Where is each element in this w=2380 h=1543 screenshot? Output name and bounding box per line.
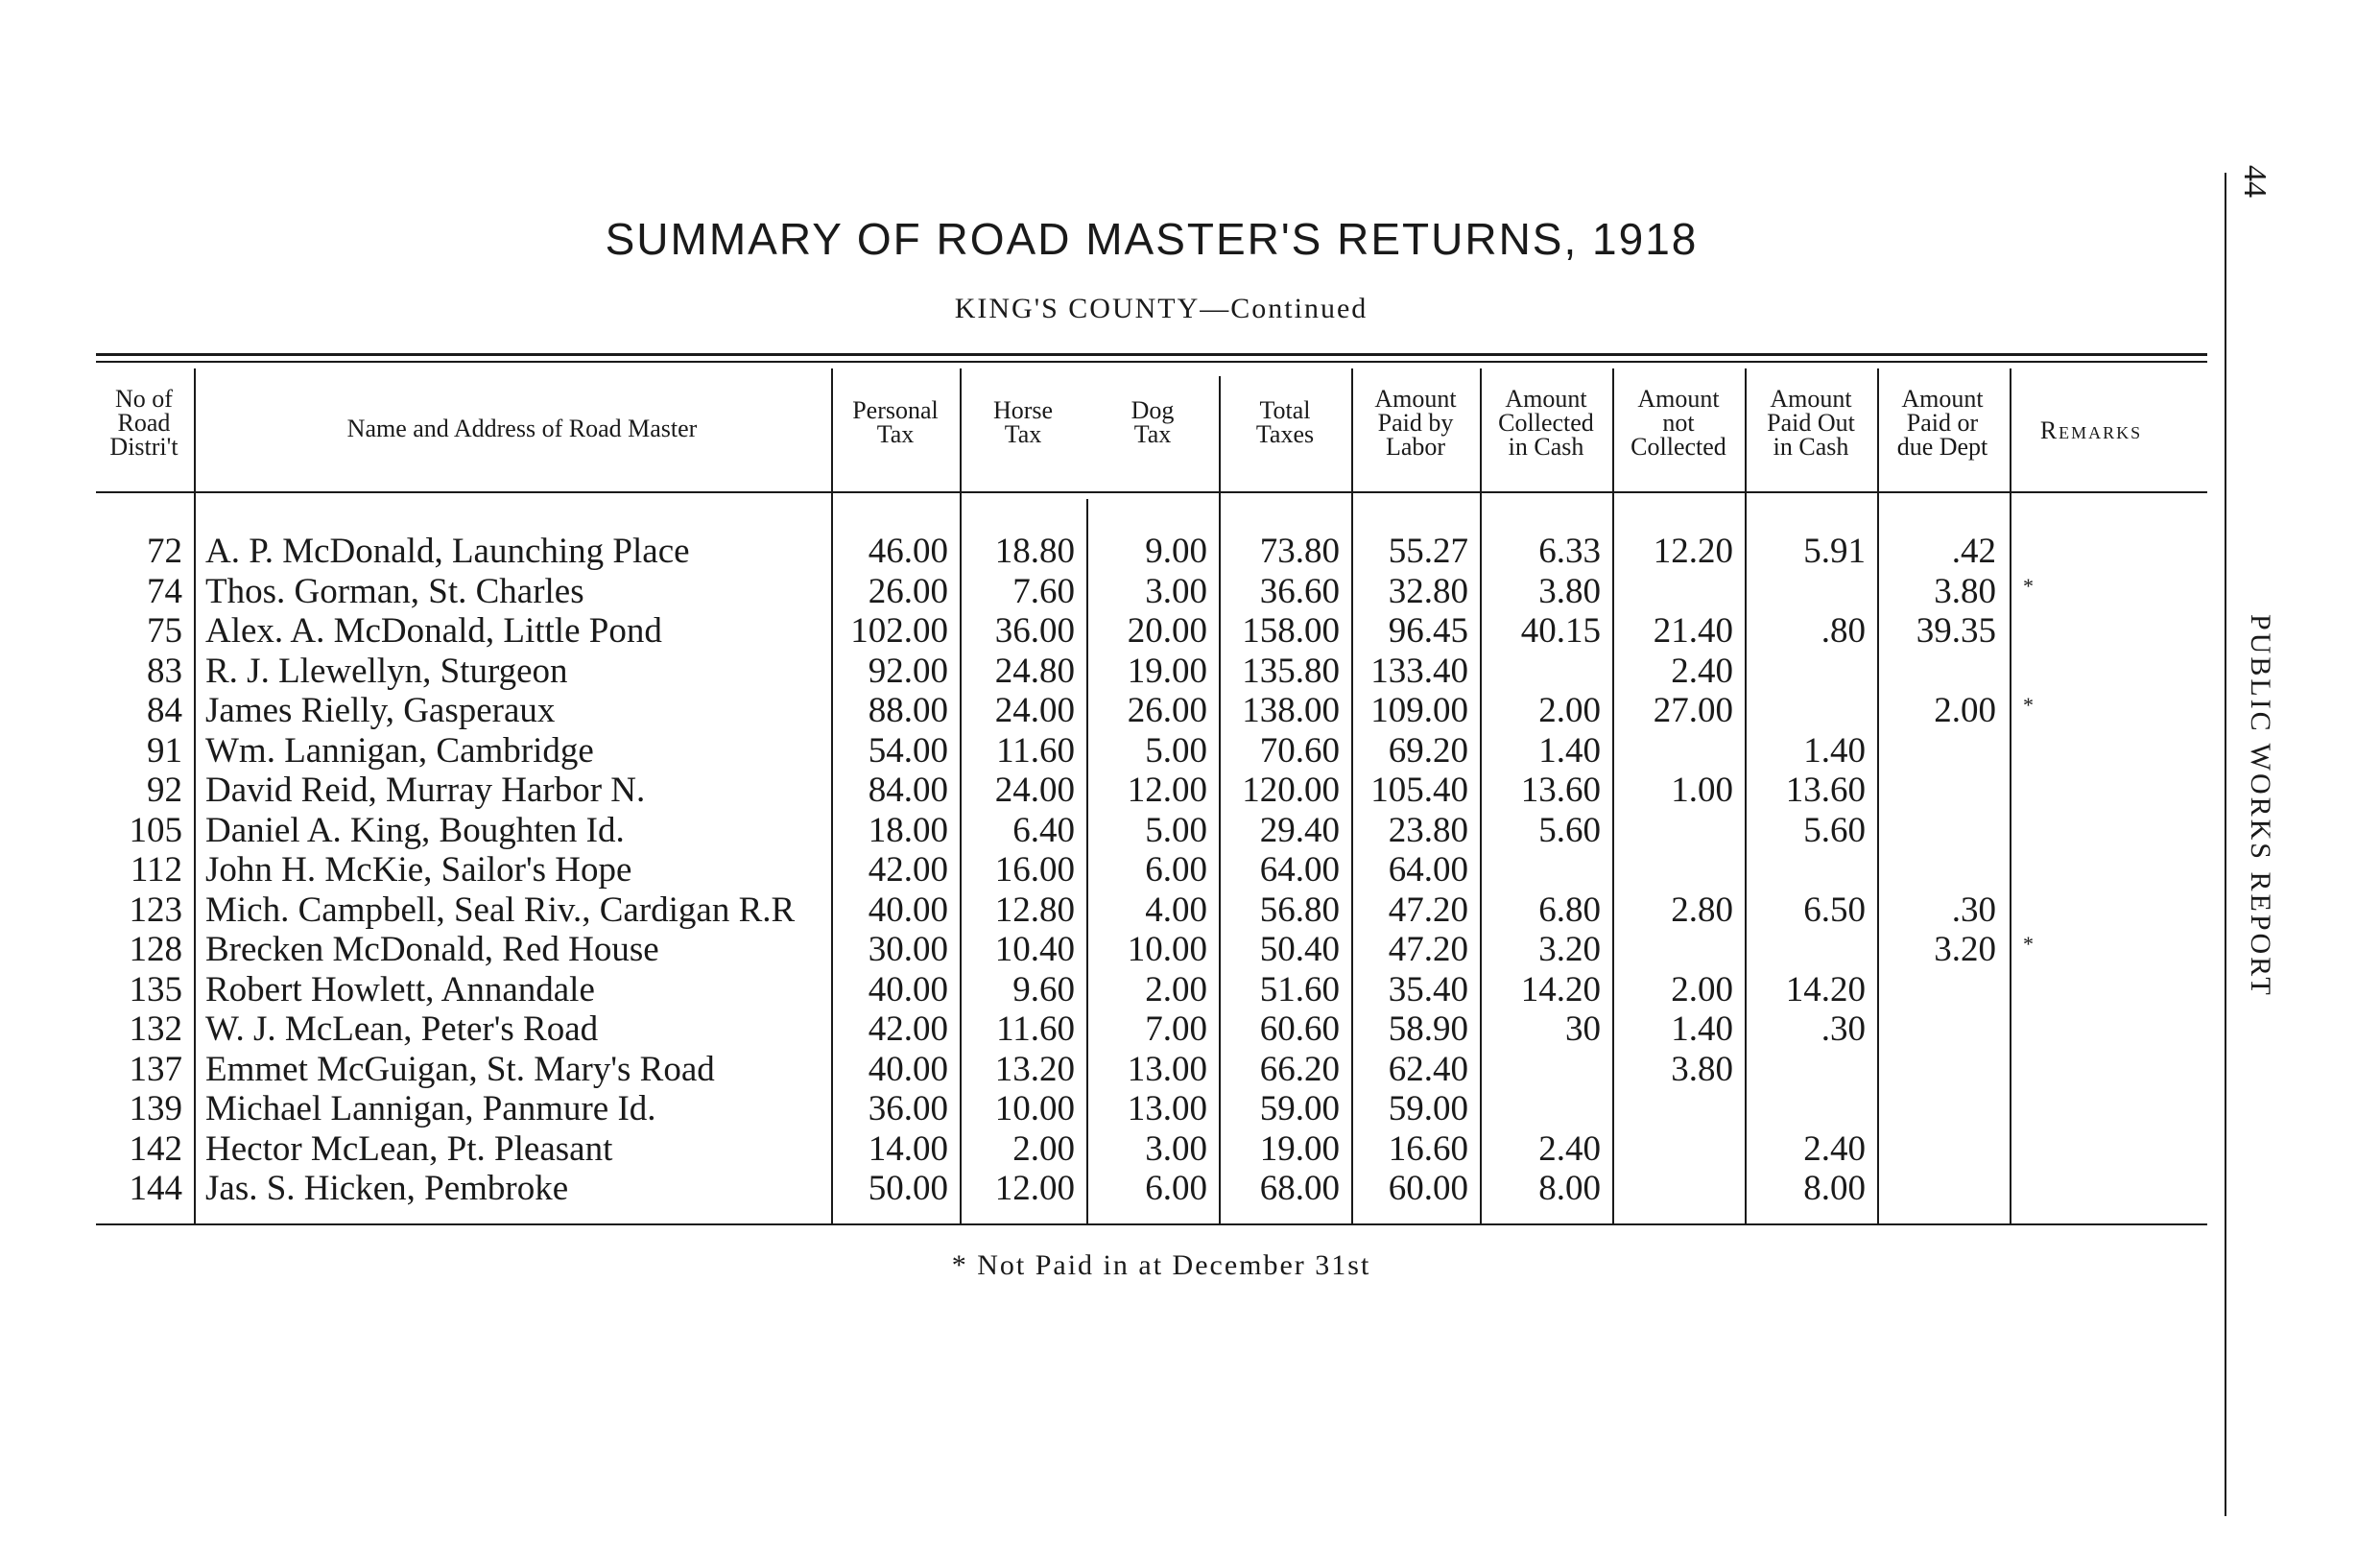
cell-labor: 64.00 [1388,850,1468,890]
cell-dog: 9.00 [1145,532,1207,571]
cell-total: 138.00 [1242,691,1340,730]
cell-due-dept: .42 [1951,532,1996,571]
cell-district: 137 [129,1049,182,1089]
cell-total: 158.00 [1242,611,1340,651]
cell-not-collected [1614,731,1733,772]
cell-not-collected [1614,850,1733,890]
column-header-line: Amount [1505,385,1587,413]
cell-cash: 6.33 [1538,532,1601,571]
column-header-district [96,387,192,459]
cell-personal: 36.00 [868,1089,948,1128]
cell-due-dept: 2.00 [1934,691,1996,730]
cell-horse: 11.60 [996,730,1075,771]
cell-labor: 59.00 [1388,1089,1468,1128]
cell-paid-out [1747,1050,1866,1090]
cell-paid-out: .30 [1821,1009,1866,1049]
cell-horse: 12.80 [994,890,1075,930]
cell-due-dept: 3.20 [1934,930,1996,969]
column-header-line: Paid by [1377,409,1454,437]
cell-cash [1482,1050,1601,1090]
column-header-total [1221,398,1349,446]
cell-labor: 47.20 [1388,930,1468,969]
column-header-line: in Cash [1508,433,1584,461]
cell-district: 83 [147,651,182,691]
cell-name: Hector McLean, Pt. Pleasant [205,1128,613,1169]
column-header-line: due Dept [1896,433,1988,461]
cell-due-dept: .30 [1951,890,1996,930]
cell-personal: 92.00 [868,651,948,691]
cell-paid-out: .80 [1821,611,1866,651]
cell-personal: 40.00 [868,969,948,1009]
cell-personal: 42.00 [868,850,948,890]
cell-total: 70.60 [1259,730,1340,771]
cell-personal: 84.00 [868,771,948,810]
page-edge-rule [2225,173,2226,1516]
cell-not-collected: 12.20 [1653,532,1733,571]
cell-cash: 8.00 [1538,1169,1601,1208]
cell-total: 51.60 [1259,969,1340,1009]
cell-name: A. P. McDonald, Launching Place [205,532,690,571]
cell-labor: 105.40 [1370,771,1468,810]
cell-dog: 6.00 [1145,850,1207,890]
remarks-header: Remarks [2039,416,2143,444]
page-number: 44 [2237,165,2273,198]
cell-personal: 14.00 [868,1128,948,1169]
cell-not-collected: 2.40 [1671,651,1733,691]
cell-district: 84 [147,691,182,730]
table-top-rule-inner [96,361,2207,363]
cell-name: Jas. S. Hicken, Pembroke [205,1169,569,1208]
cell-cash: 2.40 [1538,1128,1601,1169]
cell-total: 50.40 [1259,930,1340,969]
cell-dog: 3.00 [1145,571,1207,611]
cell-dog: 6.00 [1145,1169,1207,1208]
cell-horse: 18.80 [994,532,1075,571]
cell-district: 105 [129,810,182,850]
cell-horse: 10.00 [994,1089,1075,1128]
cell-due-dept [1879,1169,1996,1209]
cell-horse: 9.60 [1012,969,1075,1009]
cell-total: 135.80 [1242,651,1340,691]
column-header-line: not [1662,409,1695,437]
cell-cash: 2.00 [1538,691,1601,730]
cell-personal: 18.00 [868,810,948,850]
cell-name: Alex. A. McDonald, Little Pond [205,611,662,651]
cell-labor: 133.40 [1370,651,1468,691]
cell-total: 59.00 [1259,1089,1340,1128]
cell-district: 135 [129,969,182,1009]
cell-district: 142 [129,1128,182,1169]
cell-horse: 24.00 [994,771,1075,810]
cell-dog: 26.00 [1127,691,1207,730]
cell-dog: 4.00 [1145,890,1207,930]
cell-dog: 5.00 [1145,810,1207,850]
column-header-line: Road [117,409,171,437]
cell-not-collected [1614,1089,1733,1129]
cell-personal: 102.00 [850,611,948,651]
cell-due-dept [1879,652,1996,692]
cell-personal: 30.00 [868,930,948,969]
cell-paid-out [1747,1089,1866,1129]
cell-total: 120.00 [1242,771,1340,810]
cell-horse: 10.40 [994,930,1075,969]
cell-due-dept [1879,1050,1996,1090]
cell-due-dept [1879,1129,1996,1170]
cell-total: 56.80 [1259,890,1340,930]
cell-district: 144 [129,1169,182,1208]
cell-district: 75 [147,611,182,651]
column-header-line: Tax [1133,420,1172,448]
cell-not-collected: 1.40 [1671,1009,1733,1049]
cell-district: 91 [147,730,182,771]
cell-not-collected [1614,1169,1733,1209]
cell-labor: 55.27 [1388,532,1468,571]
cell-not-collected: 21.40 [1653,611,1733,651]
cell-paid-out: 1.40 [1803,730,1866,771]
column-header-line: Horse [992,396,1054,424]
cell-district: 123 [129,890,182,930]
cell-not-collected: 27.00 [1653,691,1733,730]
column-header-due-dept [1879,387,2006,459]
cell-personal: 54.00 [868,730,948,771]
column-header-line: Dog [1130,396,1175,424]
cell-labor: 58.90 [1388,1009,1468,1049]
cell-dog: 19.00 [1127,651,1207,691]
column-header-line: Name and Address of Road Master [346,415,698,442]
column-header-line: Total [1259,396,1311,424]
cell-personal: 46.00 [868,532,948,571]
footnote: * Not Paid in at December 31st [951,1249,1371,1281]
page-title: SUMMARY OF ROAD MASTER'S RETURNS, 1918 [605,214,1699,264]
cell-paid-out [1747,652,1866,692]
remark-asterisk: * [2023,573,2034,598]
cell-district: 92 [147,771,182,810]
cell-cash: 1.40 [1538,730,1601,771]
cell-district: 128 [129,930,182,969]
cell-not-collected [1614,1129,1733,1170]
cell-horse: 24.80 [994,651,1075,691]
column-header-line: Tax [876,420,915,448]
cell-name: Michael Lannigan, Panmure Id. [205,1089,656,1128]
cell-total: 73.80 [1259,532,1340,571]
cell-total: 19.00 [1259,1128,1340,1169]
column-header-horse [962,398,1084,446]
cell-name: Brecken McDonald, Red House [205,930,659,969]
page-subtitle: KING'S COUNTY—Continued [954,293,1368,324]
cell-paid-out: 14.20 [1785,969,1866,1009]
column-header-line: Collected [1498,409,1594,437]
column-header-line: Taxes [1255,420,1315,448]
cell-paid-out [1747,850,1866,890]
cell-personal: 88.00 [868,691,948,730]
cell-not-collected: 1.00 [1671,771,1733,810]
cell-name: W. J. McLean, Peter's Road [205,1009,599,1049]
cell-district: 72 [147,532,182,571]
cell-district: 112 [130,850,182,890]
cell-dog: 5.00 [1145,730,1207,771]
column-rule [2010,368,2011,1223]
column-header-dog [1088,398,1217,446]
cell-name: James Rielly, Gasperaux [205,691,556,730]
cell-not-collected: 2.00 [1671,969,1733,1009]
column-header-line: Amount [1374,385,1457,413]
cell-horse: 13.20 [994,1049,1075,1089]
cell-horse: 12.00 [994,1169,1075,1208]
cell-dog: 13.00 [1127,1089,1207,1128]
cell-labor: 16.60 [1388,1128,1468,1169]
cell-labor: 96.45 [1388,611,1468,651]
cell-not-collected: 3.80 [1671,1049,1733,1089]
cell-personal: 42.00 [868,1009,948,1049]
cell-dog: 7.00 [1145,1009,1207,1049]
cell-dog: 12.00 [1127,771,1207,810]
column-header-line: Labor [1385,433,1446,461]
cell-name: Thos. Gorman, St. Charles [205,571,584,611]
cell-district: 139 [129,1089,182,1128]
cell-cash: 3.20 [1538,930,1601,969]
cell-paid-out [1747,691,1866,731]
cell-total: 36.60 [1259,571,1340,611]
cell-labor: 47.20 [1388,890,1468,930]
cell-personal: 40.00 [868,890,948,930]
cell-horse: 11.60 [996,1009,1075,1049]
cell-labor: 60.00 [1388,1169,1468,1208]
cell-due-dept [1879,811,1996,851]
cell-not-collected [1614,572,1733,612]
cell-labor: 23.80 [1388,810,1468,850]
cell-not-collected [1614,930,1733,970]
cell-due-dept [1879,731,1996,772]
cell-horse: 16.00 [994,850,1075,890]
column-header-line: Amount [1770,385,1852,413]
cell-name: John H. McKie, Sailor's Hope [205,850,632,890]
column-header-line: No of [115,385,173,413]
cell-horse: 24.00 [994,691,1075,730]
column-rule [194,368,196,1223]
cell-paid-out [1747,930,1866,970]
column-header-cash [1482,387,1610,459]
table-top-rule [96,353,2207,356]
cell-district: 132 [129,1009,182,1049]
cell-cash [1482,652,1601,692]
cell-district: 74 [147,571,182,611]
cell-cash: 3.80 [1538,571,1601,611]
cell-dog: 10.00 [1127,930,1207,969]
cell-labor: 32.80 [1388,571,1468,611]
cell-labor: 109.00 [1370,691,1468,730]
column-header-line: Amount [1637,385,1720,413]
cell-due-dept [1879,970,1996,1010]
cell-due-dept [1879,1089,1996,1129]
table-bottom-rule [96,1223,2207,1225]
cell-due-dept: 3.80 [1934,571,1996,611]
cell-horse: 7.60 [1012,571,1075,611]
cell-paid-out: 5.91 [1803,532,1866,571]
cell-due-dept: 39.35 [1916,611,1996,651]
cell-paid-out: 5.60 [1803,810,1866,850]
cell-total: 68.00 [1259,1169,1340,1208]
cell-labor: 35.40 [1388,969,1468,1009]
cell-name: Wm. Lannigan, Cambridge [205,730,594,771]
cell-cash: 5.60 [1538,810,1601,850]
column-header-line: Tax [1004,420,1042,448]
cell-horse: 36.00 [994,611,1075,651]
column-header-paid-out [1747,387,1875,459]
cell-paid-out: 13.60 [1785,771,1866,810]
cell-personal: 50.00 [868,1169,948,1208]
cell-dog: 2.00 [1145,969,1207,1009]
cell-labor: 62.40 [1388,1049,1468,1089]
remark-asterisk: * [2023,693,2034,717]
cell-dog: 3.00 [1145,1128,1207,1169]
cell-not-collected [1614,811,1733,851]
cell-cash: 13.60 [1520,771,1601,810]
cell-paid-out: 6.50 [1803,890,1866,930]
cell-name: Mich. Campbell, Seal Riv., Cardigan R.R [205,890,796,930]
column-header-line: Distri't [109,433,178,461]
cell-name: Daniel A. King, Boughten Id. [205,810,625,850]
cell-total: 60.60 [1259,1009,1340,1049]
cell-due-dept [1879,771,1996,811]
cell-not-collected: 2.80 [1671,890,1733,930]
cell-name: Robert Howlett, Annandale [205,969,595,1009]
column-header-not-collected [1614,387,1743,459]
cell-name: R. J. Llewellyn, Sturgeon [205,651,568,691]
cell-due-dept [1879,1009,1996,1050]
column-header-personal [833,398,958,446]
cell-personal: 26.00 [868,571,948,611]
column-header-line: Collected [1630,433,1726,461]
cell-paid-out [1747,572,1866,612]
header-bottom-rule [96,491,2207,493]
column-header-line: in Cash [1773,433,1849,461]
column-header-name [205,416,839,440]
cell-cash: 30 [1565,1009,1601,1049]
cell-total: 29.40 [1259,810,1340,850]
cell-dog: 20.00 [1127,611,1207,651]
cell-total: 66.20 [1259,1049,1340,1089]
cell-horse: 6.40 [1012,810,1075,850]
column-header-line: Paid Out [1767,409,1855,437]
cell-labor: 69.20 [1388,730,1468,771]
cell-name: David Reid, Murray Harbor N. [205,771,646,810]
column-header-line: Paid or [1906,409,1979,437]
cell-cash [1482,850,1601,890]
cell-cash: 6.80 [1538,890,1601,930]
cell-total: 64.00 [1259,850,1340,890]
column-header-labor [1353,387,1478,459]
cell-cash: 40.15 [1520,611,1601,651]
column-header-line: Personal [852,396,939,424]
cell-personal: 40.00 [868,1049,948,1089]
column-header-line: Amount [1901,385,1984,413]
cell-name: Emmet McGuigan, St. Mary's Road [205,1049,715,1089]
remark-asterisk: * [2023,932,2034,956]
cell-paid-out: 2.40 [1803,1128,1866,1169]
cell-cash [1482,1089,1601,1129]
cell-horse: 2.00 [1012,1128,1075,1169]
cell-dog: 13.00 [1127,1049,1207,1089]
cell-due-dept [1879,850,1996,890]
running-head: PUBLIC WORKS REPORT [2245,614,2276,998]
cell-paid-out: 8.00 [1803,1169,1866,1208]
cell-cash: 14.20 [1520,969,1601,1009]
